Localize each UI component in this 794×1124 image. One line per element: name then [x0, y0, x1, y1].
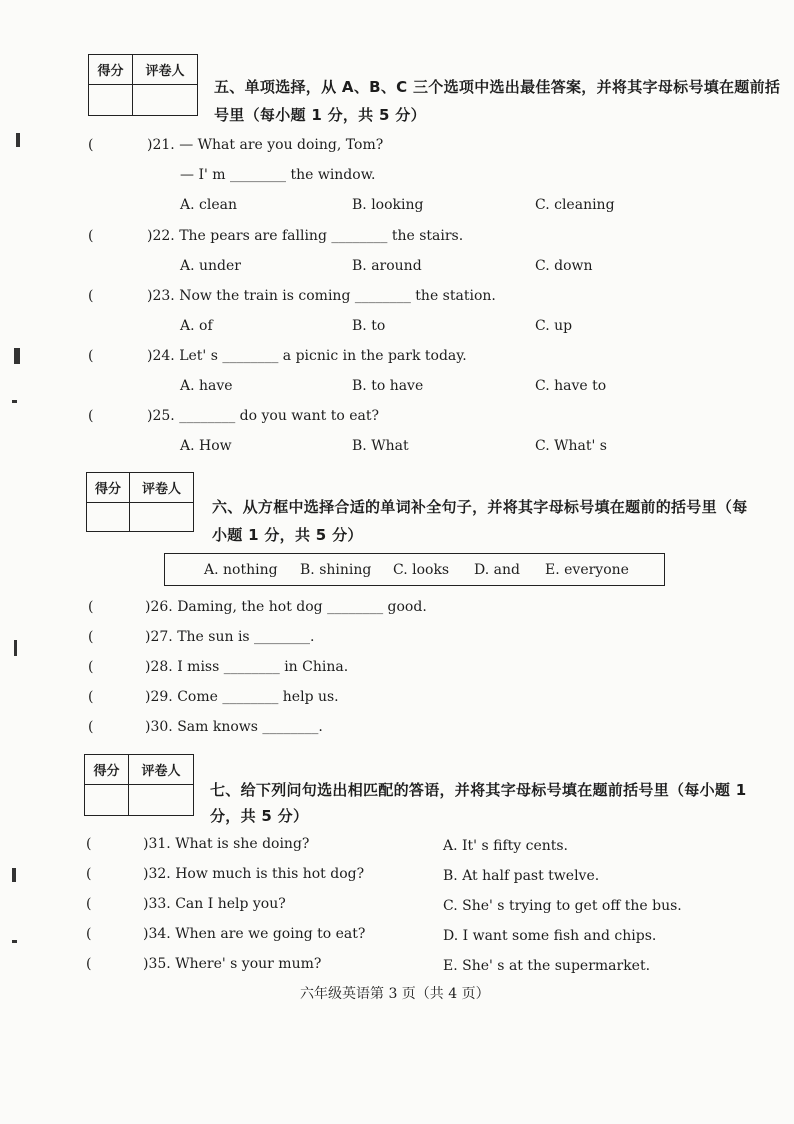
option-a: A. How [180, 438, 232, 454]
option-c: C. up [535, 318, 573, 334]
margin-mark [12, 868, 16, 882]
word-option: B. shining [300, 562, 372, 578]
answer-paren: ( [88, 288, 94, 304]
score-box [88, 54, 198, 116]
answer-paren: ( [86, 926, 92, 942]
answer-paren: ( [88, 408, 94, 424]
grader-cell [132, 85, 197, 116]
question-24: )24. Let' s ________ a picnic in the park today. [147, 348, 467, 364]
question-21-line2: — I' m ________ the window. [180, 167, 376, 183]
section6-heading-line1: 六、从方框中选择合适的单词补全句子，并将其字母标号填在题前的括号里（每 [212, 498, 748, 516]
answer-paren: ( [88, 137, 94, 153]
option-b: B. around [352, 258, 422, 274]
option-b: B. to [352, 318, 386, 334]
answer-paren: ( [86, 956, 92, 972]
margin-mark [14, 348, 20, 364]
page-footer: 六年级英语第 3 页（共 4 页） [300, 986, 490, 1002]
question-27: )27. The sun is ________. [145, 629, 315, 645]
answer-paren: ( [86, 866, 92, 882]
answer-paren: ( [86, 836, 92, 852]
score-cell [87, 503, 130, 532]
question-25: )25. ________ do you want to eat? [147, 408, 379, 424]
word-option: C. looks [393, 562, 450, 578]
question-28: )28. I miss ________ in China. [145, 659, 349, 675]
grader-label: 评卷人 [130, 473, 194, 503]
answer-paren: ( [88, 629, 94, 645]
answer-paren: ( [88, 659, 94, 675]
option-c: C. What' s [535, 438, 607, 454]
answer-paren: ( [88, 228, 94, 244]
option-a: A. of [180, 318, 213, 334]
option-b: B. to have [352, 378, 424, 394]
grader-label: 评卷人 [132, 55, 197, 85]
answer-paren: ( [88, 348, 94, 364]
answer-option: A. It' s fifty cents. [443, 838, 569, 854]
section5-heading-line1: 五、单项选择，从 A、B、C 三个选项中选出最佳答案，并将其字母标号填在题前括 [214, 78, 781, 96]
score-box [84, 754, 194, 816]
margin-mark [16, 133, 20, 147]
grader-cell [130, 503, 194, 532]
question-33: )33. Can I help you? [143, 896, 286, 912]
answer-paren: ( [88, 719, 94, 735]
score-box [86, 472, 194, 532]
answer-option: C. She' s trying to get off the bus. [443, 898, 682, 914]
question-23: )23. Now the train is coming ________ the station. [147, 288, 496, 304]
option-b: B. looking [352, 197, 424, 213]
section6-heading-line2: 小题 1 分，共 5 分） [212, 526, 363, 544]
grader-label: 评卷人 [128, 755, 193, 785]
answer-paren: ( [88, 689, 94, 705]
margin-mark [12, 940, 17, 943]
answer-paren: ( [88, 599, 94, 615]
question-26: )26. Daming, the hot dog ________ good. [145, 599, 427, 615]
answer-paren: ( [86, 896, 92, 912]
question-30: )30. Sam knows ________. [145, 719, 323, 735]
score-label: 得分 [89, 55, 133, 85]
question-31: )31. What is she doing? [143, 836, 310, 852]
option-b: B. What [352, 438, 409, 454]
grader-cell [128, 785, 193, 816]
score-cell [85, 785, 129, 816]
question-35: )35. Where' s your mum? [143, 956, 322, 972]
section7-heading-line1: 七、给下列问句选出相匹配的答语，并将其字母标号填在题前括号里（每小题 1 [210, 781, 747, 799]
word-option: E. everyone [545, 562, 629, 578]
option-c: C. cleaning [535, 197, 615, 213]
score-cell [89, 85, 133, 116]
option-c: C. have to [535, 378, 607, 394]
section5-heading-line2: 号里（每小题 1 分，共 5 分） [214, 106, 426, 124]
margin-mark [12, 400, 17, 403]
option-a: A. have [180, 378, 233, 394]
question-34: )34. When are we going to eat? [143, 926, 366, 942]
score-label: 得分 [85, 755, 129, 785]
question-32: )32. How much is this hot dog? [143, 866, 365, 882]
question-29: )29. Come ________ help us. [145, 689, 339, 705]
option-c: C. down [535, 258, 593, 274]
word-option: A. nothing [204, 562, 278, 578]
question-21: )21. — What are you doing, Tom? [147, 137, 384, 153]
answer-option: E. She' s at the supermarket. [443, 958, 651, 974]
option-a: A. under [180, 258, 241, 274]
answer-option: B. At half past twelve. [443, 868, 600, 884]
answer-option: D. I want some fish and chips. [443, 928, 657, 944]
option-a: A. clean [180, 197, 237, 213]
word-option: D. and [474, 562, 520, 578]
margin-mark [14, 640, 17, 656]
question-22: )22. The pears are falling ________ the stairs. [147, 228, 464, 244]
score-label: 得分 [87, 473, 130, 503]
section7-heading-line2: 分，共 5 分） [210, 807, 309, 825]
